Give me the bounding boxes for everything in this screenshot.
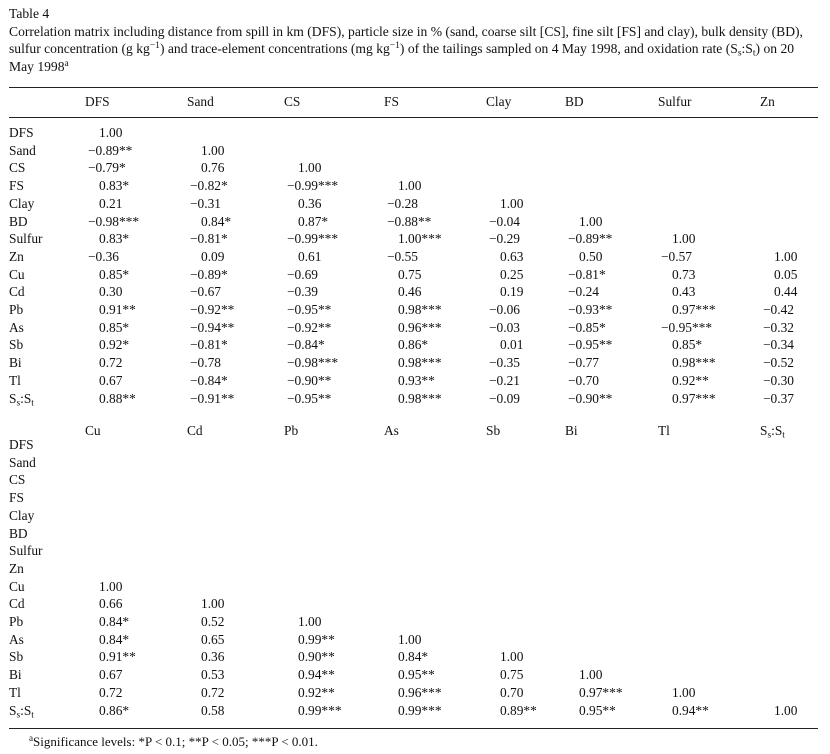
row-label: $S_s:S_t$ [9,702,34,720]
column-header: DFS [85,94,110,109]
table-cell: 0.94** [672,702,709,718]
footnote-mark: a [29,733,34,743]
table-cell: 1.00 [672,231,696,247]
table-cell: 1.00 [398,631,422,647]
table-cell: −0.89** [568,231,613,247]
table-cell: 0.50 [579,248,603,264]
table-cell: −0.81* [190,337,228,353]
table-cell: 0.84* [201,213,232,229]
table-cell: 0.72 [201,684,225,700]
table-cell: 0.83* [99,231,130,247]
column-header: CS [284,94,301,109]
table-cell: 0.01 [500,337,524,353]
table-row [0,525,830,543]
table-cell: 0.84* [398,649,429,665]
table-cell: 0.95** [398,667,435,683]
table-row [0,631,830,649]
table-cell: 0.67 [99,667,123,683]
table-cell: −0.52 [763,355,794,371]
table-row [0,195,830,213]
table-cell: −0.42 [763,302,794,317]
table-cell: −0.89* [190,266,228,282]
column-header: BD [565,94,584,109]
row-label: FS [9,490,24,506]
table-cell: 1.00 [398,178,422,194]
table-cell: 0.90** [298,649,335,665]
table-cell: −0.57 [661,248,692,264]
table-cell: 1.00 [201,142,225,158]
row-label: Cd [9,284,25,300]
table-cell: 1.00 [201,596,225,612]
table-cell: −0.95** [287,390,332,406]
table-label: Table 4 [9,6,50,21]
table-cell: 1.00 [500,195,524,211]
table-cell: 0.43 [672,284,696,300]
table-cell: −0.95** [568,337,613,353]
table-cell: 0.66 [99,596,123,612]
table-cell: −0.03 [489,319,520,335]
table-cell: 0.63 [500,248,524,264]
row-label: Tl [9,372,21,388]
table-cell: 0.86* [99,702,130,718]
table-cell: 0.83* [99,178,130,194]
table-cell: 0.91** [99,649,136,665]
table-row [0,489,830,507]
table-cell: 0.89** [500,702,537,718]
row-label: Clay [9,507,35,523]
table-row [0,354,830,372]
table-cell: −0.99*** [287,178,339,194]
row-label: BD [9,213,28,229]
column-header: Clay [486,94,512,109]
table-cell: 0.91** [99,302,136,317]
table-row [0,702,830,720]
table-row [0,684,830,702]
table-cell: −0.55 [387,248,418,264]
table-cell: −0.95*** [661,319,713,335]
table-cell: 1.00 [579,667,603,683]
table-row [0,666,830,684]
column-header: Bi [565,423,578,438]
row-label: $S_s:S_t$ [9,390,34,408]
table-cell: 1.00 [298,160,322,176]
table-cell: −0.98*** [88,213,140,229]
table-row [0,177,830,195]
table-cell: −0.91** [190,390,235,406]
row-label: Zn [9,560,24,576]
table-cell: 1.00 [672,684,696,700]
table-cell: −0.04 [489,213,520,229]
table-row [0,471,830,489]
table-cell: −0.67 [190,284,221,300]
table-row [0,454,830,472]
table-cell: −0.99*** [287,231,339,247]
row-label: Clay [9,195,35,211]
footnote-text: Significance levels: *P < 0.1; **P < 0.05; ***P < 0.01. [33,734,318,749]
table-cell: 0.98*** [398,302,442,317]
table-row [0,578,830,596]
row-label: DFS [9,437,34,452]
table-cell: 0.19 [500,284,524,300]
column-header: Cu [85,423,101,438]
row-label: Cd [9,596,25,612]
table-cell: 0.93** [398,372,435,388]
table-cell: 0.99*** [398,702,442,718]
table-cell: 0.96*** [398,684,442,700]
row-label: Sand [9,454,36,470]
table-caption [9,5,821,75]
table-cell: 0.88** [99,390,136,406]
table-row [0,159,830,177]
column-header: Pb [284,423,299,438]
column-header: Cd [187,423,203,438]
table-cell: 0.87* [298,213,329,229]
row-label: Bi [9,355,22,371]
table-cell: −0.95** [287,302,332,317]
table-cell: 0.73 [672,266,696,282]
table-cell: 0.97*** [672,390,716,406]
table-cell: −0.69 [287,266,318,282]
table-cell: 0.98*** [398,390,442,406]
table-cell: 0.36 [201,649,225,665]
table-cell: 0.25 [500,266,524,282]
table-cell: −0.77 [568,355,599,371]
table-cell: 0.86* [398,337,429,353]
table-cell: 0.30 [99,284,123,300]
table-cell: 0.84* [99,614,130,629]
table-cell: 1.00 [500,649,524,665]
table-cell: 0.85* [99,319,130,335]
table-cell: 0.85* [672,337,703,353]
table-cell: −0.39 [287,284,318,300]
table-cell: −0.93** [568,302,613,317]
table-row [0,301,830,319]
table-cell: −0.30 [763,372,794,388]
column-header: Zn [760,94,775,109]
header-row [0,93,830,111]
table-cell: −0.81* [568,266,606,282]
row-label: Sb [9,649,24,665]
row-label: Bi [9,667,22,683]
table-row [0,336,830,354]
table-cell: 0.95** [579,702,616,718]
row-label: Cu [9,578,25,594]
table-cell: 0.05 [774,266,798,282]
column-header-ratio: $S_s:S_t$ [760,423,785,441]
row-label: As [9,319,24,335]
row-label: DFS [9,125,34,140]
table-row [0,648,830,666]
row-label: FS [9,178,24,194]
table-cell: 0.67 [99,372,123,388]
column-header: Sb [486,423,501,438]
row-label: Sulfur [9,543,43,559]
table-cell: −0.70 [568,372,599,388]
table-row [0,230,830,248]
table-row [0,507,830,525]
table-row [0,595,830,613]
row-label: BD [9,525,28,541]
table-cell: −0.24 [568,284,599,300]
column-header: Sand [187,94,214,109]
row-label: Pb [9,302,24,317]
table-cell: 1.00 [774,702,798,718]
table-cell: −0.92** [287,319,332,335]
table-cell: −0.21 [489,372,520,388]
table-cell: −0.92** [190,302,235,317]
table-cell: 0.46 [398,284,422,300]
table-cell: 0.75 [398,266,422,282]
bottom-rule [9,728,818,729]
table-cell: 0.53 [201,667,225,683]
table-cell: 0.75 [500,667,524,683]
table-cell: 0.97*** [672,302,716,317]
table-cell: 0.44 [774,284,798,300]
table-cell: 1.00 [99,578,123,594]
table-cell: −0.35 [489,355,520,371]
table-row [0,266,830,284]
table-cell: −0.88** [387,213,432,229]
table-cell: −0.36 [88,248,119,264]
row-label: CS [9,160,26,176]
header-rule [9,117,818,118]
table-cell: 0.92* [99,337,130,353]
table-cell: 0.65 [201,631,225,647]
table-cell: −0.79* [88,160,126,176]
table-cell: −0.78 [190,355,221,371]
table-cell: 0.94** [298,667,335,683]
table-cell: 0.84* [99,631,130,647]
table-cell: 0.98*** [398,355,442,371]
table-row [0,124,830,142]
table-cell: 0.21 [99,195,123,211]
table-cell: −0.34 [763,337,794,353]
table-cell: −0.28 [387,195,418,211]
row-label: Sb [9,337,24,353]
table-footnote [29,734,318,750]
row-label: Zn [9,248,24,264]
table-cell: 0.85* [99,266,130,282]
table-cell: 0.52 [201,614,225,629]
table-cell: −0.81* [190,231,228,247]
table-cell: −0.98*** [287,355,339,371]
table-cell: −0.09 [489,390,520,406]
table-cell: 0.76 [201,160,225,176]
table-row [0,560,830,578]
table-row [0,142,830,160]
table-cell: −0.29 [489,231,520,247]
table-cell: 0.99** [298,631,335,647]
table-cell: −0.82* [190,178,228,194]
table-row [0,319,830,337]
table-cell: 0.96*** [398,319,442,335]
table-cell: −0.90** [287,372,332,388]
table-cell: 0.98*** [672,355,716,371]
table-row [0,248,830,266]
table-cell: −0.85* [568,319,606,335]
table-row [0,542,830,560]
table-cell: −0.06 [489,302,520,317]
caption-text: Correlation matrix including distance from spill in km (DFS), particle size in % (sand, coarse silt [CS], fine silt [FS] and clay), bulk density (BD), sulfur concentration (g $kg^{-1}$) and trace-element concentrations (mg $kg^{-1}$) of the tailings sampled on 4 May 1998, and oxidation rate $(S_s:S_t)$ on 20 May 1998$^a$ [9,23,803,74]
column-header: Tl [658,423,670,438]
table-cell: 0.36 [298,195,322,211]
table-row [0,213,830,231]
column-header: Sulfur [658,94,692,109]
table-cell: 0.72 [99,684,123,700]
table-cell: 0.92** [298,684,335,700]
table-cell: −0.89** [88,142,133,158]
row-label: As [9,631,24,647]
table-row [0,372,830,390]
table-cell: 0.92** [672,372,709,388]
row-label: Sulfur [9,231,43,247]
row-label: Cu [9,266,25,282]
table-cell: 0.61 [298,248,322,264]
table-cell: −0.31 [190,195,221,211]
row-label: CS [9,472,26,488]
table-cell: −0.84* [287,337,325,353]
table-cell: −0.32 [763,319,794,335]
table-cell: −0.37 [763,390,794,406]
table-cell: 1.00 [99,125,123,140]
column-header: As [384,423,399,438]
table-cell: 0.09 [201,248,225,264]
table-cell: 0.72 [99,355,123,371]
table-row [0,390,830,408]
top-rule [9,87,818,88]
caption-note-mark: a [64,58,69,69]
row-label: Tl [9,684,21,700]
table-cell: −0.94** [190,319,235,335]
table-cell: 1.00 [579,213,603,229]
table-cell: 1.00 [298,614,322,629]
row-label: Pb [9,614,24,629]
table-cell: −0.84* [190,372,228,388]
table-cell: 0.97*** [579,684,623,700]
table-cell: 0.70 [500,684,524,700]
table-cell: 0.58 [201,702,225,718]
table-cell: 1.00 [774,248,798,264]
table-row [0,283,830,301]
table-cell: 0.99*** [298,702,342,718]
table-cell: 1.00*** [398,231,442,247]
table-cell: −0.90** [568,390,613,406]
table-row [0,436,830,454]
column-header: FS [384,94,399,109]
row-label: Sand [9,142,36,158]
table-row [0,613,830,631]
